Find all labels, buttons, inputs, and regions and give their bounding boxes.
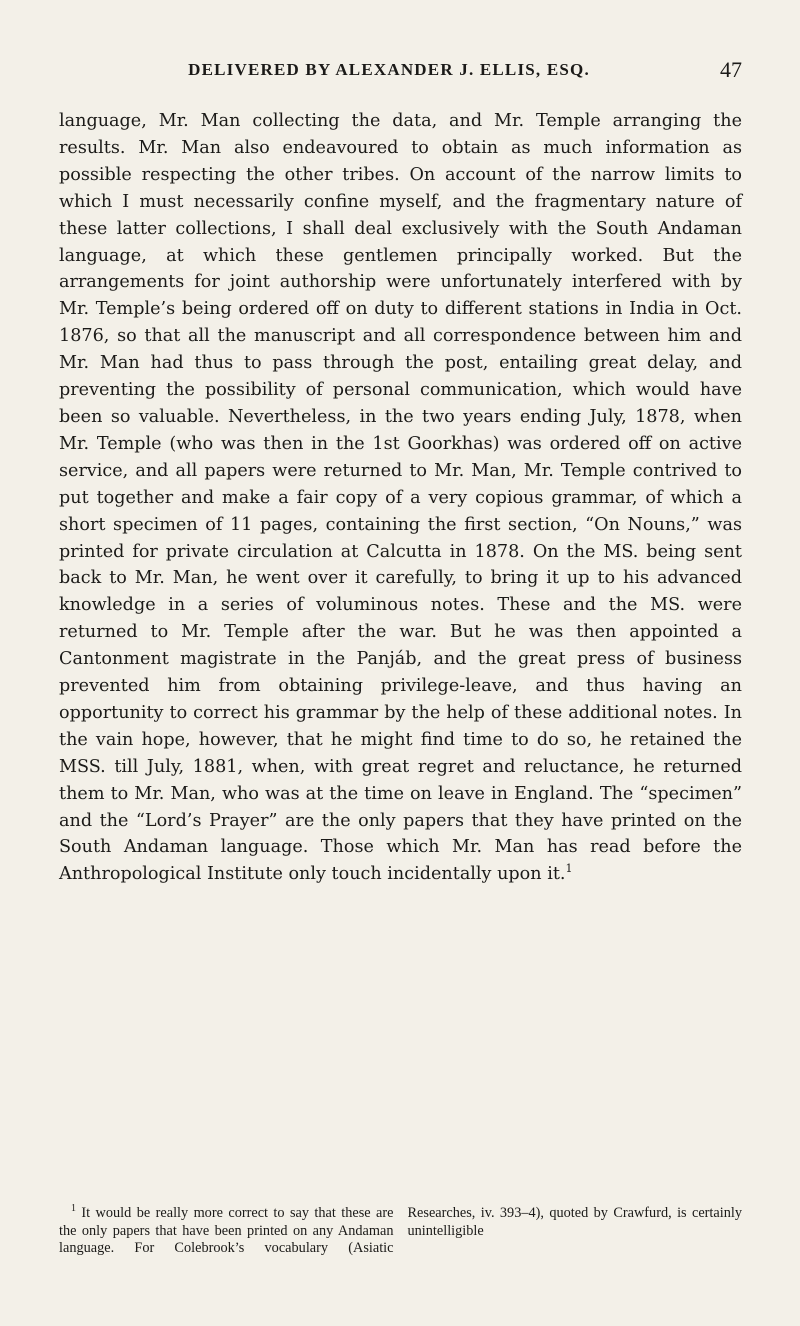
- body-paragraph: [59, 108, 742, 888]
- footnote-reference: 1: [565, 862, 573, 876]
- page-number: 47: [720, 57, 742, 82]
- footnote-number: 1: [71, 1203, 76, 1215]
- body-paragraph-text: language, Mr. Man collecting the data, and Mr. Temple arranging the results. Mr. Man also endeavoured to obtain as much information as possible respecting the other tribes. On account of the narrow limits to which I must necessarily confine myself, and the fragmentary nature of these latter collections, I shall deal exclusively with the South Andaman language, at which these gentlemen principally worked. But the arrangements for joint authorship were unfortunately interfered with by Mr. Temple’s being ordered off on duty to different stations in India in Oct. 1876, so that all the manuscript and all correspondence between him and Mr. Man had thus to pass through the post, entailing great delay, and preventing the possibility of personal communication, which would have been so valuable. Nevertheless, in the two years ending July, 1878, when Mr. Temple (who was then in the 1st Goorkhas) was ordered off on active service, and all papers were returned to Mr. Man, Mr. Temple contrived to put together and make a fair copy of a very copious grammar, of which a short specimen of 11 pages, containing the first section, “On Nouns,” was printed for private circulation at Calcutta in 1878. On the MS. being sent back to Mr. Man, he went over it carefully, to bring it up to his advanced knowledge in a series of voluminous notes. These and the MS. were returned to Mr. Temple after the war. But he was then appointed a Cantonment magistrate in the Panjáb, and the great press of business prevented him from obtaining privilege-leave, and thus having an opportunity to correct his grammar by the help of these additional notes. In the vain hope, however, that he might find time to do so, he retained the MSS. till July, 1881, when, with great regret and reluctance, he returned them to Mr. Man, who was at the time on leave in England. The “specimen” and the “Lord’s Prayer” are the only papers that they have printed on the South Andaman language. Those which Mr. Man has read before the Anthropological Institute only touch incidentally upon it.: [59, 111, 742, 885]
- running-head: [59, 57, 742, 90]
- footnote: [59, 1205, 742, 1258]
- running-head-title: DELIVERED BY ALEXANDER J. ELLIS, ESQ.: [188, 60, 590, 79]
- footnote-text: It would be really more correct to say that these are the only papers that have been printed on any Andaman language. For Colebrook’s vocabulary (Asiatic Researches, iv. 393–4), quoted by Crawfurd, is certainly unintelligible: [59, 1205, 742, 1256]
